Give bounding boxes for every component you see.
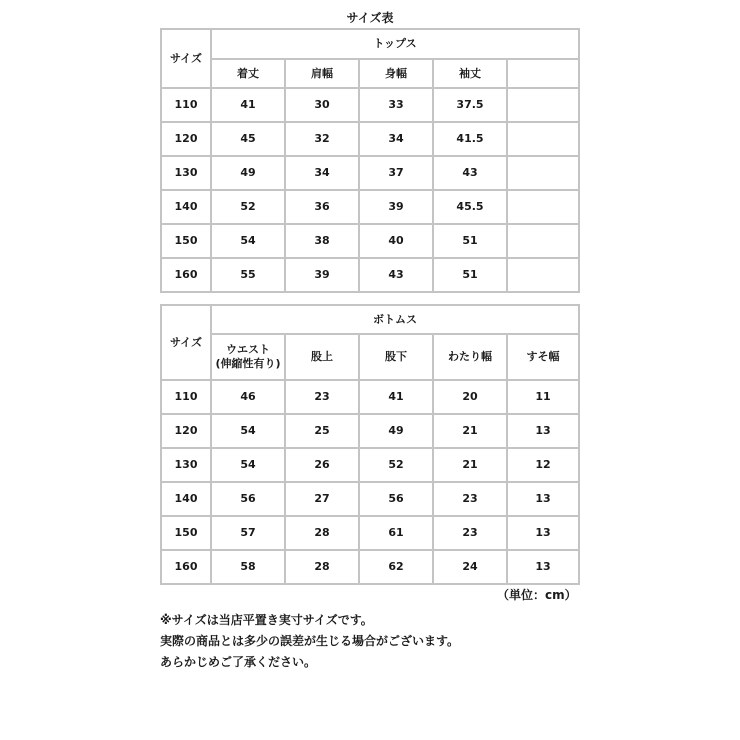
tops-group-header: トップス xyxy=(211,29,579,59)
value-cell: 20 xyxy=(433,380,507,414)
value-cell: 39 xyxy=(285,258,359,292)
value-cell: 56 xyxy=(359,482,433,516)
value-cell: 38 xyxy=(285,224,359,258)
table-row xyxy=(161,258,579,292)
value-cell: 32 xyxy=(285,122,359,156)
value-cell: 41.5 xyxy=(433,122,507,156)
value-cell: 46 xyxy=(211,380,285,414)
value-cell: 39 xyxy=(359,190,433,224)
size-cell: 160 xyxy=(161,550,211,584)
value-cell xyxy=(507,258,579,292)
bottoms-column-header: わたり幅 xyxy=(433,334,507,380)
value-cell: 45.5 xyxy=(433,190,507,224)
tops-column-header: 着丈 xyxy=(211,59,285,88)
value-cell: 13 xyxy=(507,516,579,550)
value-cell: 12 xyxy=(507,448,579,482)
value-cell: 24 xyxy=(433,550,507,584)
value-cell xyxy=(507,224,579,258)
value-cell: 55 xyxy=(211,258,285,292)
bottoms-size-header: サイズ xyxy=(161,305,211,380)
unit-label: （単位：cm） xyxy=(497,588,577,602)
note-line: ※サイズは当店平置き実寸サイズです。 xyxy=(160,613,373,627)
size-cell: 130 xyxy=(161,448,211,482)
bottoms-column-header: 股下 xyxy=(359,334,433,380)
value-cell: 51 xyxy=(433,258,507,292)
value-cell: 37.5 xyxy=(433,88,507,122)
value-cell: 40 xyxy=(359,224,433,258)
value-cell: 58 xyxy=(211,550,285,584)
value-cell: 45 xyxy=(211,122,285,156)
table-row xyxy=(161,156,579,190)
value-cell: 21 xyxy=(433,414,507,448)
value-cell: 34 xyxy=(359,122,433,156)
table-row xyxy=(161,224,579,258)
value-cell: 61 xyxy=(359,516,433,550)
value-cell: 11 xyxy=(507,380,579,414)
note-line: 実際の商品とは多少の誤差が生じる場合がございます。 xyxy=(160,634,460,648)
bottoms-column-header: すそ幅 xyxy=(507,334,579,380)
value-cell: 49 xyxy=(359,414,433,448)
value-cell: 25 xyxy=(285,414,359,448)
waist-label: ウエスト xyxy=(226,343,270,356)
waist-note: (伸縮性有り) xyxy=(215,357,281,370)
size-cell: 150 xyxy=(161,516,211,550)
value-cell: 54 xyxy=(211,448,285,482)
value-cell: 52 xyxy=(211,190,285,224)
value-cell: 52 xyxy=(359,448,433,482)
tops-column-header: 身幅 xyxy=(359,59,433,88)
value-cell: 13 xyxy=(507,414,579,448)
page-title: サイズ表 xyxy=(346,11,394,25)
value-cell: 51 xyxy=(433,224,507,258)
tops-column-header: 肩幅 xyxy=(285,59,359,88)
value-cell: 23 xyxy=(433,516,507,550)
value-cell: 49 xyxy=(211,156,285,190)
size-cell: 110 xyxy=(161,380,211,414)
value-cell: 23 xyxy=(285,380,359,414)
table-row xyxy=(161,88,579,122)
value-cell: 26 xyxy=(285,448,359,482)
value-cell: 13 xyxy=(507,550,579,584)
table-row xyxy=(161,448,579,482)
value-cell: 57 xyxy=(211,516,285,550)
size-cell: 130 xyxy=(161,156,211,190)
tops-column-header: 袖丈 xyxy=(433,59,507,88)
table-row xyxy=(161,380,579,414)
value-cell: 33 xyxy=(359,88,433,122)
value-cell: 41 xyxy=(359,380,433,414)
value-cell: 62 xyxy=(359,550,433,584)
value-cell xyxy=(507,122,579,156)
value-cell: 21 xyxy=(433,448,507,482)
value-cell: 43 xyxy=(433,156,507,190)
value-cell: 28 xyxy=(285,550,359,584)
size-cell: 120 xyxy=(161,414,211,448)
value-cell: 54 xyxy=(211,224,285,258)
value-cell xyxy=(507,88,579,122)
size-cell: 110 xyxy=(161,88,211,122)
value-cell: 41 xyxy=(211,88,285,122)
size-cell: 160 xyxy=(161,258,211,292)
value-cell: 34 xyxy=(285,156,359,190)
bottoms-column-header: 股上 xyxy=(285,334,359,380)
note-line: あらかじめご了承ください。 xyxy=(160,655,317,669)
value-cell: 56 xyxy=(211,482,285,516)
value-cell: 43 xyxy=(359,258,433,292)
table-row xyxy=(161,190,579,224)
table-row xyxy=(161,122,579,156)
table-row xyxy=(161,414,579,448)
value-cell: 28 xyxy=(285,516,359,550)
value-cell: 30 xyxy=(285,88,359,122)
value-cell xyxy=(507,156,579,190)
size-cell: 150 xyxy=(161,224,211,258)
size-cell: 140 xyxy=(161,190,211,224)
tops-column-header xyxy=(507,59,579,88)
table-row xyxy=(161,516,579,550)
value-cell: 54 xyxy=(211,414,285,448)
bottoms-group-header: ボトムス xyxy=(211,305,579,334)
tops-size-table xyxy=(160,28,580,293)
value-cell: 23 xyxy=(433,482,507,516)
value-cell: 27 xyxy=(285,482,359,516)
bottoms-column-header-waist xyxy=(211,334,285,380)
size-cell: 120 xyxy=(161,122,211,156)
table-row xyxy=(161,550,579,584)
tops-size-header: サイズ xyxy=(161,29,211,88)
value-cell: 36 xyxy=(285,190,359,224)
value-cell xyxy=(507,190,579,224)
value-cell: 13 xyxy=(507,482,579,516)
value-cell: 37 xyxy=(359,156,433,190)
bottoms-size-table xyxy=(160,304,580,585)
size-cell: 140 xyxy=(161,482,211,516)
table-row xyxy=(161,482,579,516)
